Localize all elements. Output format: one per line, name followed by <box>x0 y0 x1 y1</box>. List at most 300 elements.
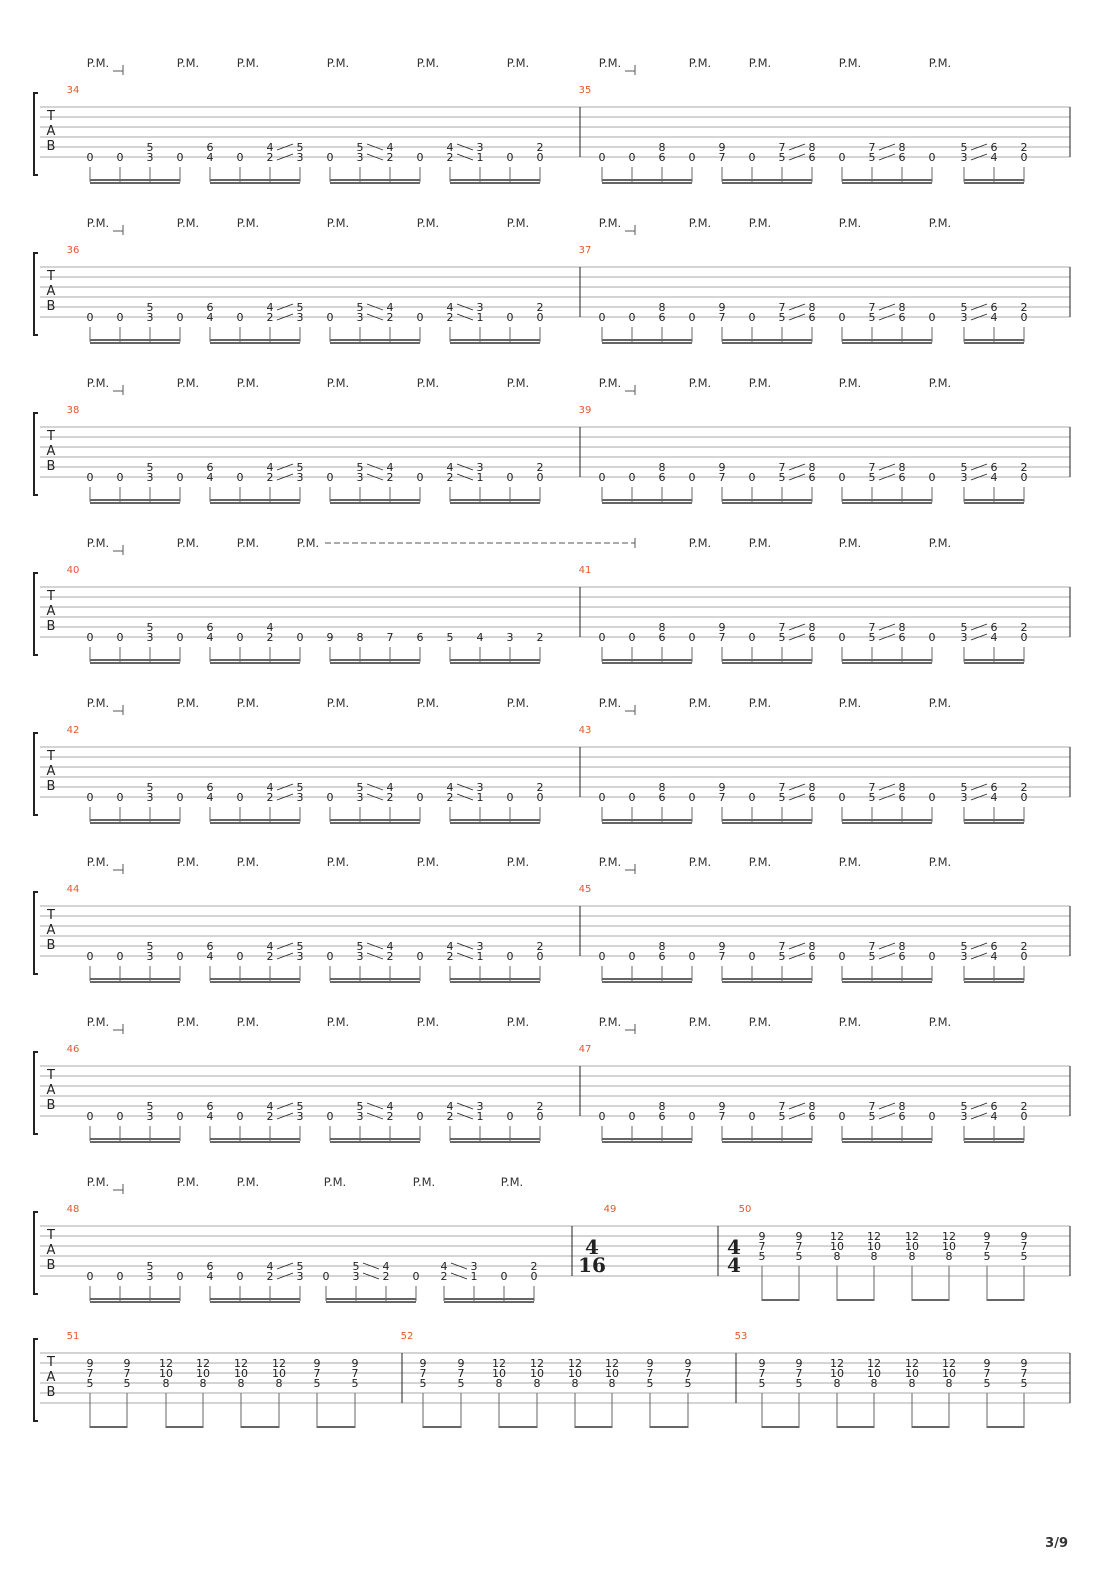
tab-clef-letter: B <box>46 1385 56 1400</box>
beam <box>722 182 812 184</box>
system-bracket <box>34 1339 38 1421</box>
beam <box>842 502 932 504</box>
palm-mute-label: P.M. <box>838 376 862 390</box>
fret-number: 0 <box>86 791 94 804</box>
beam <box>602 339 692 341</box>
fret-number: 0 <box>326 950 334 963</box>
fret-number: 12 <box>867 1230 881 1243</box>
fret-number: 5 <box>146 301 154 314</box>
beam <box>210 819 300 821</box>
fret-number: 7 <box>419 1367 427 1380</box>
fret-number: 3 <box>476 940 484 953</box>
fret-number: 3 <box>146 791 154 804</box>
fret-number: 4 <box>382 1260 390 1273</box>
fret-number: 0 <box>176 471 184 484</box>
fret-number: 0 <box>86 471 94 484</box>
fret-number: 0 <box>598 471 606 484</box>
beam <box>210 1138 300 1140</box>
fret-number: 6 <box>206 141 214 154</box>
beam <box>90 1141 180 1143</box>
fret-number: 4 <box>386 301 394 314</box>
beam <box>210 662 300 664</box>
fret-number: 0 <box>86 950 94 963</box>
fret-number: 5 <box>419 1377 427 1390</box>
fret-number: 4 <box>990 471 998 484</box>
fret-number: 2 <box>446 791 454 804</box>
time-signature-top: 4 <box>585 1235 599 1259</box>
fret-number: 2 <box>1020 141 1028 154</box>
fret-number: 0 <box>236 311 244 324</box>
fret-number: 4 <box>206 791 214 804</box>
beam <box>762 1426 799 1428</box>
fret-number: 10 <box>159 1367 173 1380</box>
fret-number: 9 <box>419 1357 427 1370</box>
fret-number: 3 <box>356 1110 364 1123</box>
fret-number: 5 <box>795 1250 803 1263</box>
beam <box>602 499 692 501</box>
palm-mute-label: P.M. <box>928 1015 952 1029</box>
fret-number: 6 <box>658 791 666 804</box>
fret-number: 5 <box>758 1250 766 1263</box>
fret-number: 7 <box>868 940 876 953</box>
fret-number: 4 <box>266 141 274 154</box>
fret-number: 2 <box>446 471 454 484</box>
palm-mute-label: P.M. <box>506 56 530 70</box>
fret-number: 5 <box>146 781 154 794</box>
beam <box>210 499 300 501</box>
fret-number: 6 <box>990 781 998 794</box>
fret-number: 7 <box>778 461 786 474</box>
beam <box>210 981 300 983</box>
fret-number: 0 <box>236 471 244 484</box>
fret-number: 0 <box>838 631 846 644</box>
fret-number: 10 <box>867 1367 881 1380</box>
fret-number: 5 <box>960 940 968 953</box>
palm-mute-label: P.M. <box>86 1015 110 1029</box>
fret-number: 6 <box>898 791 906 804</box>
fret-number: 5 <box>313 1377 321 1390</box>
beam <box>330 822 420 824</box>
fret-number: 0 <box>598 950 606 963</box>
beam <box>602 981 692 983</box>
fret-number: 10 <box>605 1367 619 1380</box>
fret-number: 6 <box>898 1110 906 1123</box>
palm-mute-label: P.M. <box>326 376 350 390</box>
palm-mute-label: P.M. <box>86 376 110 390</box>
fret-number: 0 <box>748 471 756 484</box>
fret-number: 3 <box>352 1270 360 1283</box>
fret-number: 3 <box>296 1270 304 1283</box>
beam <box>90 502 180 504</box>
fret-number: 3 <box>960 791 968 804</box>
fret-number: 6 <box>808 1110 816 1123</box>
fret-number: 0 <box>928 950 936 963</box>
fret-number: 0 <box>236 1270 244 1283</box>
fret-number: 10 <box>942 1240 956 1253</box>
beam <box>602 659 692 661</box>
fret-number: 4 <box>206 471 214 484</box>
beam <box>210 179 300 181</box>
fret-number: 4 <box>446 141 454 154</box>
fret-number: 5 <box>868 631 876 644</box>
fret-number: 0 <box>176 950 184 963</box>
fret-number: 4 <box>266 301 274 314</box>
palm-mute-label: P.M. <box>326 696 350 710</box>
fret-number: 12 <box>905 1357 919 1370</box>
fret-number: 0 <box>176 311 184 324</box>
fret-number: 5 <box>960 781 968 794</box>
beam <box>326 1301 416 1303</box>
fret-number: 5 <box>446 631 454 644</box>
palm-mute-label: P.M. <box>506 376 530 390</box>
fret-number: 9 <box>795 1357 803 1370</box>
tab-clef-letter: T <box>47 429 55 444</box>
beam <box>330 659 420 661</box>
fret-number: 0 <box>1020 950 1028 963</box>
beam <box>602 978 692 980</box>
fret-number: 7 <box>983 1367 991 1380</box>
fret-number: 10 <box>905 1240 919 1253</box>
fret-number: 5 <box>778 791 786 804</box>
beam <box>964 182 1024 184</box>
tab-clef-letter: A <box>46 1370 56 1385</box>
beam <box>964 978 1024 980</box>
fret-number: 9 <box>326 631 334 644</box>
palm-mute-label: P.M. <box>323 1175 347 1189</box>
fret-number: 6 <box>416 631 424 644</box>
fret-number: 12 <box>492 1357 506 1370</box>
fret-number: 0 <box>236 791 244 804</box>
fret-number: 9 <box>718 621 726 634</box>
palm-mute-label: P.M. <box>928 536 952 550</box>
fret-number: 9 <box>457 1357 465 1370</box>
beam <box>450 659 540 661</box>
fret-number: 12 <box>159 1357 173 1370</box>
fret-number: 5 <box>296 1260 304 1273</box>
fret-number: 7 <box>718 1110 726 1123</box>
fret-number: 9 <box>718 940 726 953</box>
fret-number: 0 <box>928 631 936 644</box>
fret-number: 10 <box>234 1367 248 1380</box>
fret-number: 4 <box>990 1110 998 1123</box>
fret-number: 0 <box>748 791 756 804</box>
beam <box>210 822 300 824</box>
fret-number: 0 <box>1020 791 1028 804</box>
fret-number: 0 <box>116 1270 124 1283</box>
measure-number: 46 <box>66 1044 80 1055</box>
fret-number: 5 <box>146 141 154 154</box>
fret-number: 5 <box>795 1377 803 1390</box>
fret-number: 7 <box>778 1100 786 1113</box>
fret-number: 5 <box>758 1377 766 1390</box>
fret-number: 5 <box>983 1377 991 1390</box>
fret-number: 9 <box>313 1357 321 1370</box>
fret-number: 8 <box>658 301 666 314</box>
fret-number: 5 <box>146 461 154 474</box>
fret-number: 0 <box>116 1110 124 1123</box>
fret-number: 2 <box>1020 301 1028 314</box>
palm-mute-label: P.M. <box>838 216 862 230</box>
fret-number: 5 <box>457 1377 465 1390</box>
fret-number: 3 <box>470 1260 478 1273</box>
beam <box>722 819 812 821</box>
fret-number: 0 <box>322 1270 330 1283</box>
fret-number: 5 <box>960 461 968 474</box>
fret-number: 0 <box>236 151 244 164</box>
fret-number: 8 <box>658 781 666 794</box>
fret-number: 0 <box>116 631 124 644</box>
beam <box>330 342 420 344</box>
fret-number: 5 <box>868 471 876 484</box>
beam <box>602 1141 692 1143</box>
fret-number: 3 <box>146 311 154 324</box>
fret-number: 6 <box>206 461 214 474</box>
fret-number: 0 <box>748 151 756 164</box>
beam <box>450 981 540 983</box>
palm-mute-label: P.M. <box>748 56 772 70</box>
palm-mute-label: P.M. <box>176 536 200 550</box>
beam <box>210 339 300 341</box>
system-bracket <box>34 573 38 655</box>
fret-number: 5 <box>86 1377 94 1390</box>
fret-number: 7 <box>778 940 786 953</box>
beam <box>90 182 180 184</box>
fret-number: 2 <box>266 631 274 644</box>
fret-number: 10 <box>867 1240 881 1253</box>
palm-mute-label: P.M. <box>86 536 110 550</box>
fret-number: 2 <box>386 471 394 484</box>
beam <box>842 339 932 341</box>
fret-number: 8 <box>808 1100 816 1113</box>
fret-number: 12 <box>905 1230 919 1243</box>
fret-number: 2 <box>446 950 454 963</box>
palm-mute-label: P.M. <box>688 536 712 550</box>
fret-number: 4 <box>446 301 454 314</box>
palm-mute-label: P.M. <box>416 376 440 390</box>
tab-clef-letter: A <box>46 284 56 299</box>
fret-number: 2 <box>536 1100 544 1113</box>
fret-number: 4 <box>440 1260 448 1273</box>
fret-number: 0 <box>688 1110 696 1123</box>
beam <box>499 1426 537 1428</box>
fret-number: 0 <box>838 151 846 164</box>
beam <box>964 179 1024 181</box>
time-signature-top: 4 <box>727 1235 741 1259</box>
fret-number: 6 <box>990 940 998 953</box>
measure-number: 43 <box>578 725 592 736</box>
fret-number: 9 <box>758 1230 766 1243</box>
fret-number: 5 <box>356 781 364 794</box>
fret-number: 12 <box>942 1230 956 1243</box>
fret-number: 2 <box>536 940 544 953</box>
palm-mute-label: P.M. <box>506 855 530 869</box>
fret-number: 4 <box>990 950 998 963</box>
fret-number: 7 <box>758 1367 766 1380</box>
beam <box>842 1141 932 1143</box>
fret-number: 1 <box>476 950 484 963</box>
tab-clef-letter: A <box>46 923 56 938</box>
measure-number: 50 <box>738 1204 752 1215</box>
fret-number: 12 <box>568 1357 582 1370</box>
fret-number: 5 <box>778 471 786 484</box>
fret-number: 0 <box>500 1270 508 1283</box>
fret-number: 0 <box>116 311 124 324</box>
beam <box>450 1138 540 1140</box>
fret-number: 0 <box>838 471 846 484</box>
fret-number: 8 <box>658 461 666 474</box>
tab-clef-letter: B <box>46 779 56 794</box>
fret-number: 5 <box>146 621 154 634</box>
palm-mute-label: P.M. <box>748 1015 772 1029</box>
fret-number: 0 <box>628 950 636 963</box>
beam <box>912 1426 949 1428</box>
beam <box>317 1426 355 1428</box>
fret-number: 0 <box>1020 471 1028 484</box>
fret-number: 0 <box>598 631 606 644</box>
beam <box>842 182 932 184</box>
beam <box>987 1426 1024 1428</box>
fret-number: 2 <box>440 1270 448 1283</box>
fret-number: 6 <box>808 631 816 644</box>
beam <box>450 499 540 501</box>
fret-number: 0 <box>506 791 514 804</box>
fret-number: 3 <box>296 151 304 164</box>
beam <box>722 342 812 344</box>
fret-number: 5 <box>351 1377 359 1390</box>
beam <box>90 339 180 341</box>
fret-number: 6 <box>990 141 998 154</box>
fret-number: 0 <box>598 791 606 804</box>
beam <box>762 1299 799 1301</box>
measure-number: 44 <box>66 884 80 895</box>
fret-number: 3 <box>960 311 968 324</box>
system-bracket <box>34 253 38 335</box>
fret-number: 4 <box>386 1100 394 1113</box>
system-bracket <box>34 733 38 815</box>
fret-number: 5 <box>1020 1250 1028 1263</box>
palm-mute-label: P.M. <box>838 696 862 710</box>
fret-number: 7 <box>868 1100 876 1113</box>
fret-number: 0 <box>86 631 94 644</box>
fret-number: 8 <box>199 1377 207 1390</box>
fret-number: 0 <box>416 151 424 164</box>
palm-mute-label: P.M. <box>176 1175 200 1189</box>
beam <box>210 1141 300 1143</box>
fret-number: 5 <box>146 1260 154 1273</box>
beam <box>450 342 540 344</box>
fret-number: 8 <box>495 1377 503 1390</box>
fret-number: 0 <box>628 791 636 804</box>
fret-number: 6 <box>658 631 666 644</box>
palm-mute-label: P.M. <box>236 1015 260 1029</box>
fret-number: 3 <box>960 1110 968 1123</box>
fret-number: 8 <box>898 621 906 634</box>
palm-mute-label: P.M. <box>598 855 622 869</box>
fret-number: 9 <box>758 1357 766 1370</box>
beam <box>722 179 812 181</box>
tab-clef-letter: B <box>46 619 56 634</box>
beam <box>964 502 1024 504</box>
palm-mute-label: P.M. <box>326 216 350 230</box>
beam <box>450 339 540 341</box>
fret-number: 10 <box>568 1367 582 1380</box>
fret-number: 5 <box>356 301 364 314</box>
fret-number: 9 <box>1020 1230 1028 1243</box>
fret-number: 8 <box>658 940 666 953</box>
beam <box>166 1426 203 1428</box>
fret-number: 4 <box>206 1270 214 1283</box>
beam <box>90 822 180 824</box>
fret-number: 0 <box>928 311 936 324</box>
fret-number: 3 <box>146 1270 154 1283</box>
fret-number: 2 <box>446 1110 454 1123</box>
beam <box>722 822 812 824</box>
fret-number: 6 <box>206 940 214 953</box>
fret-number: 0 <box>688 791 696 804</box>
fret-number: 8 <box>898 301 906 314</box>
fret-number: 0 <box>236 950 244 963</box>
fret-number: 7 <box>718 791 726 804</box>
fret-number: 2 <box>536 301 544 314</box>
beam <box>330 339 420 341</box>
fret-number: 0 <box>116 791 124 804</box>
fret-number: 3 <box>356 311 364 324</box>
fret-number: 2 <box>266 471 274 484</box>
fret-number: 9 <box>983 1357 991 1370</box>
palm-mute-label: P.M. <box>236 855 260 869</box>
fret-number: 9 <box>646 1357 654 1370</box>
beam <box>90 1301 180 1303</box>
fret-number: 8 <box>898 781 906 794</box>
beam <box>602 182 692 184</box>
fret-number: 3 <box>476 141 484 154</box>
fret-number: 5 <box>146 1100 154 1113</box>
fret-number: 5 <box>684 1377 692 1390</box>
beam <box>90 1426 127 1428</box>
beam <box>241 1426 279 1428</box>
fret-number: 6 <box>658 151 666 164</box>
fret-number: 5 <box>778 631 786 644</box>
palm-mute-label: P.M. <box>748 216 772 230</box>
beam <box>722 339 812 341</box>
fret-number: 4 <box>386 461 394 474</box>
palm-mute-label: P.M. <box>416 1015 440 1029</box>
fret-number: 5 <box>356 1100 364 1113</box>
palm-mute-label: P.M. <box>506 216 530 230</box>
fret-number: 0 <box>416 950 424 963</box>
beam <box>964 662 1024 664</box>
beam <box>210 1298 300 1300</box>
palm-mute-label: P.M. <box>598 696 622 710</box>
page-number: 3/9 <box>1045 1536 1068 1551</box>
fret-number: 6 <box>808 151 816 164</box>
palm-mute-label: P.M. <box>688 855 712 869</box>
fret-number: 3 <box>146 1110 154 1123</box>
fret-number: 2 <box>536 631 544 644</box>
beam <box>210 978 300 980</box>
fret-number: 4 <box>266 1100 274 1113</box>
beam <box>90 981 180 983</box>
fret-number: 8 <box>658 141 666 154</box>
fret-number: 5 <box>778 950 786 963</box>
fret-number: 7 <box>795 1240 803 1253</box>
beam <box>964 339 1024 341</box>
fret-number: 3 <box>476 781 484 794</box>
fret-number: 5 <box>123 1377 131 1390</box>
palm-mute-label: P.M. <box>688 376 712 390</box>
beam <box>722 978 812 980</box>
fret-number: 2 <box>446 311 454 324</box>
